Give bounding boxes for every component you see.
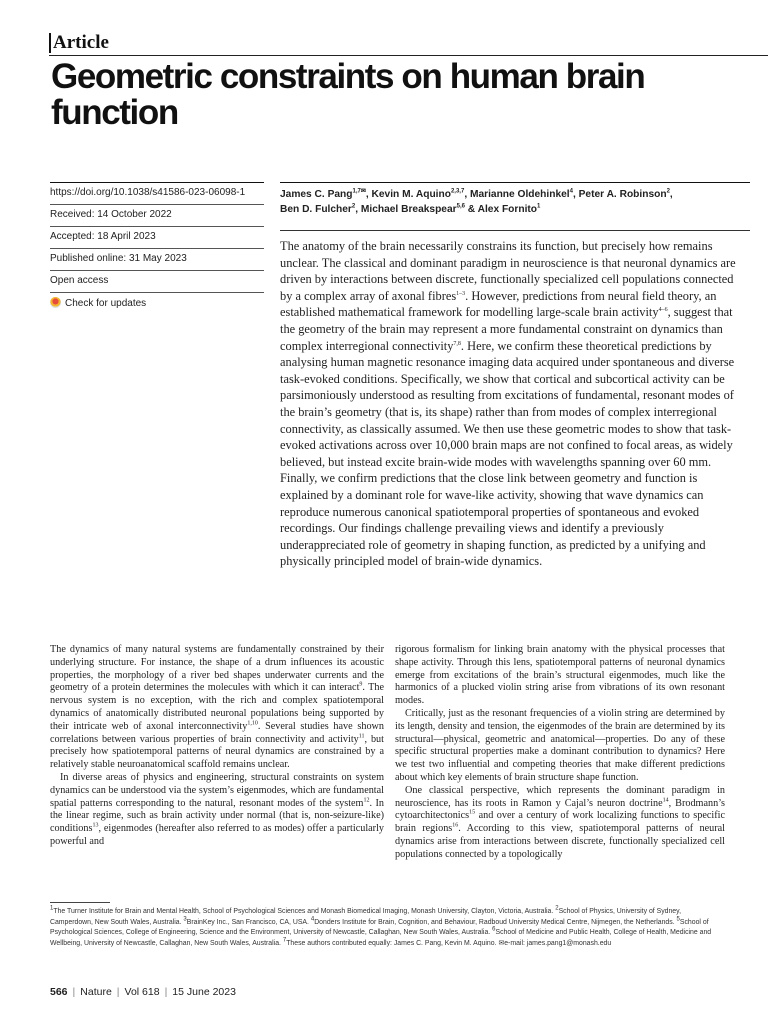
footnote: The Turner Institute for Brain and Mental Health, School of Psychological Sciences and Monash Biomedical Imaging, Monash University, Clayton, Victoria, Australia. xyxy=(53,908,554,915)
citation-ref[interactable]: 11 xyxy=(358,733,365,740)
footer-separator: | xyxy=(72,986,76,998)
footnote: School of Psychological Sciences, College of Engineering, Science and the Environment, University of Newcastle, Callaghan, New South Wales, Australia. xyxy=(50,918,709,937)
author-name[interactable]: , Kevin M. Aquino xyxy=(365,189,451,200)
journal-volume: Vol 618 xyxy=(124,986,160,998)
open-access-label: Open access xyxy=(50,270,264,292)
footnote-marker: 4 xyxy=(310,916,315,923)
check-updates-label: Check for updates xyxy=(65,298,147,309)
published-date: Published online: 31 May 2023 xyxy=(50,248,264,270)
body-paragraph: Critically, just as the resonant frequencies of a violin string are determined by its length, density and tension, the eigenmodes of the brain are determined by its structural—physical, geometric and anatomical—properties. Do any of these specific structural properties make a dominant contribution to dynamics? Here we test two influential and competing theories that make different predictions about which key elements of brain structure shape function. xyxy=(395,707,725,783)
body-text: , Brodmann’s cytoarchitectonics xyxy=(395,797,725,822)
author-affiliation: 2 xyxy=(351,203,356,210)
body-column-right xyxy=(395,644,725,862)
citation-ref[interactable]: 1–3 xyxy=(456,290,466,297)
doi-link[interactable]: https://doi.org/10.1038/s41586-023-06098-1 xyxy=(50,182,264,204)
body-text: and over a century of work localizing functions to specific brain regions xyxy=(395,810,725,835)
footnote-rule xyxy=(50,902,110,903)
abstract xyxy=(280,238,745,570)
author-name[interactable]: Ben D. Fulcher xyxy=(280,204,352,215)
author-affiliation: 4 xyxy=(569,188,573,195)
citation-ref[interactable]: 1,10 xyxy=(247,720,258,727)
received-date: Received: 14 October 2022 xyxy=(50,204,264,226)
author-list xyxy=(280,182,750,217)
citation-ref[interactable]: 7,8 xyxy=(453,340,461,347)
author-affiliation: 2,3,7 xyxy=(450,188,465,195)
affiliation-footnotes xyxy=(50,907,720,949)
body-paragraph: rigorous formalism for linking brain anatomy with the physical processes that shape activity. Through this lens, spatiotemporal patterns of neuronal dynamics emerge from excitations of the brain’s structural eigenmodes, much like the harmonics of a plucked violin string arise from vibrations of its own resonant modes. xyxy=(395,644,725,707)
body-text: . Several studies have shown correlations between various properties of brain connectivity and activity xyxy=(50,720,384,745)
author-name[interactable]: , Michael Breakspear xyxy=(355,204,457,215)
citation-ref[interactable]: 16 xyxy=(452,822,459,829)
page-number: 566 xyxy=(50,986,68,998)
footnote-marker: 5 xyxy=(676,916,680,923)
author-affiliation: 1 xyxy=(537,203,541,210)
citation-ref[interactable]: 15 xyxy=(469,809,476,816)
citation-ref[interactable]: 13 xyxy=(92,822,99,829)
accepted-date: Accepted: 18 April 2023 xyxy=(50,226,264,248)
article-title: Geometric constraints on human brain function xyxy=(51,57,645,132)
footnote: Donders Institute for Brain, Cognition, and Behaviour, Radboud University Medical Centre, Nijmegen, the Netherlands. xyxy=(314,918,675,926)
abstract-text: . However, predictions from neural field theory, an established mathematical framework for modelling large-scale brain activity xyxy=(280,288,717,320)
article-metadata xyxy=(50,182,264,314)
citation-ref[interactable]: 9 xyxy=(359,682,363,688)
body-text: One classical perspective, which represents the dominant paradigm in neuroscience, has its roots in Ramon y Cajal’s neuron doctrine xyxy=(395,784,725,809)
author-affiliation: 2 xyxy=(666,188,670,195)
body-text: The dynamics of many natural systems are fundamentally constrained by their underlying structure. For instance, the shape of a drum influences its acoustic properties, the morphology of a river bed shapes underwater currents and the geometry of a protein determines the molecules with which it can interact xyxy=(50,644,384,694)
footnote-marker: 6 xyxy=(492,926,496,933)
footnote-marker: 2 xyxy=(555,905,559,912)
corresponding-email[interactable]: e-mail: james.pang1@monash.edu xyxy=(504,939,612,947)
author-name[interactable]: James C. Pang xyxy=(280,189,353,200)
author-name[interactable]: , Peter A. Robinson xyxy=(572,189,667,200)
body-column-left xyxy=(50,644,384,849)
body-text: . According to this view, spatiotemporal patterns of neural dynamics arise from interactions between discrete, functionally specialized cell populations connected by a topologically xyxy=(395,823,725,860)
issue-date: 15 June 2023 xyxy=(172,986,236,998)
footer-separator: | xyxy=(116,986,120,998)
footnote: These authors contributed equally: James C. Pang, Kevin M. Aquino. xyxy=(286,939,497,947)
footnote-marker: 1 xyxy=(50,905,54,912)
author-affiliation: 1,7✉ xyxy=(352,188,366,195)
footnote-marker: 7 xyxy=(282,937,287,944)
section-rule xyxy=(49,55,768,56)
author-name[interactable]: & Alex Fornito xyxy=(464,204,538,215)
author-separator: , xyxy=(669,189,673,200)
footer-separator: | xyxy=(164,986,168,998)
body-paragraph xyxy=(395,785,725,862)
body-text: , eigenmodes (hereafter also referred to as modes) offer a particularly powerful and xyxy=(50,823,384,847)
footnote: School of Physics, University of Sydney, Camperdown, New South Wales, Australia. xyxy=(50,908,681,926)
body-paragraph xyxy=(50,772,384,849)
journal-name: Nature xyxy=(80,986,112,998)
email-icon: ✉ xyxy=(498,939,505,947)
section-marker xyxy=(49,33,51,53)
abstract-text: The anatomy of the brain necessarily constrains its function, but precisely how remains unclear. The classical and dominant paradigm in neuroscience is that neuronal dynamics are driven by interactions between discrete, functionally specialized cell populations connected by a complex array of axonal fibres xyxy=(280,239,736,303)
abstract-rule xyxy=(280,230,750,231)
abstract-text: . Here, we confirm these theoretical predictions by analysing human magnetic resonance imaging data acquired under spontaneous and diverse task-evoked conditions. Specifically, we show that cortical and subcortical activity can be parsimoniously understood as resulting from excitations of fundamental, resonant modes of the brain’s geometry (that is, its shape) rather than from modes of complex interregional connectivity, as classically assumed. We then use these geometric modes to show that task-evoked activations across over 10,000 brain maps are not confined to focal areas, as widely believed, but instead excite brain-wide modes with wavelengths spanning over 60 mm. Finally, we confirm predictions that the close link between geometry and function is explained by a dominant role for wave-like activity, showing that wave dynamics can reproduce numerous canonical spatiotemporal properties of spontaneous and evoked recordings. Our findings challenge prevailing views and identify a previously underappreciated role of geometry in shaping function, as predicted by a unifying and physically principled model of brain-wide dynamics. xyxy=(280,338,735,569)
body-text: . In the linear regime, such as brain activity under normal (that is, non-seizure-like) conditions xyxy=(50,797,384,835)
footnote: School of Medicine and Public Health, College of Health, Medicine and Wellbeing, University of Newcastle, Callaghan, New South Wales, Australia. xyxy=(50,929,712,947)
page-footer xyxy=(50,986,236,998)
body-text: In diverse areas of physics and engineering, structural constraints on system dynamics can be understood via the system’s eigenmodes, which are fundamental spatial patterns corresponding to the natural, resonant modes of the system xyxy=(50,771,384,809)
section-label: Article xyxy=(53,32,109,53)
body-text: , but precisely how spatiotemporal patterns of neural dynamics are constrained by a relatively stable neuroanatomical scaffold remains unclear. xyxy=(50,733,384,771)
abstract-text: , suggest that the geometry of the brain may represent a more fundamental constraint on dynamics than complex interregional connectivity xyxy=(280,305,733,353)
citation-ref[interactable]: 12 xyxy=(363,797,370,804)
citation-ref[interactable]: 14 xyxy=(662,797,669,804)
body-text: . The nervous system is no exception, with the rich and complex spatiotemporal dynamics of anatomically distributed neuronal populations being supported by their intricate web of axonal interconnectivity xyxy=(50,682,384,732)
body-paragraph xyxy=(50,644,384,772)
citation-ref[interactable]: 4–6 xyxy=(658,307,668,314)
check-for-updates-button[interactable] xyxy=(50,292,264,314)
footnote: BrainKey Inc., San Francisco, CA, USA. xyxy=(186,918,309,926)
footnote-marker: 3 xyxy=(183,916,187,923)
author-affiliation: 5,6 xyxy=(456,203,465,210)
check-updates-icon xyxy=(50,297,61,308)
author-name[interactable]: , Marianne Oldehinkel xyxy=(464,189,570,200)
